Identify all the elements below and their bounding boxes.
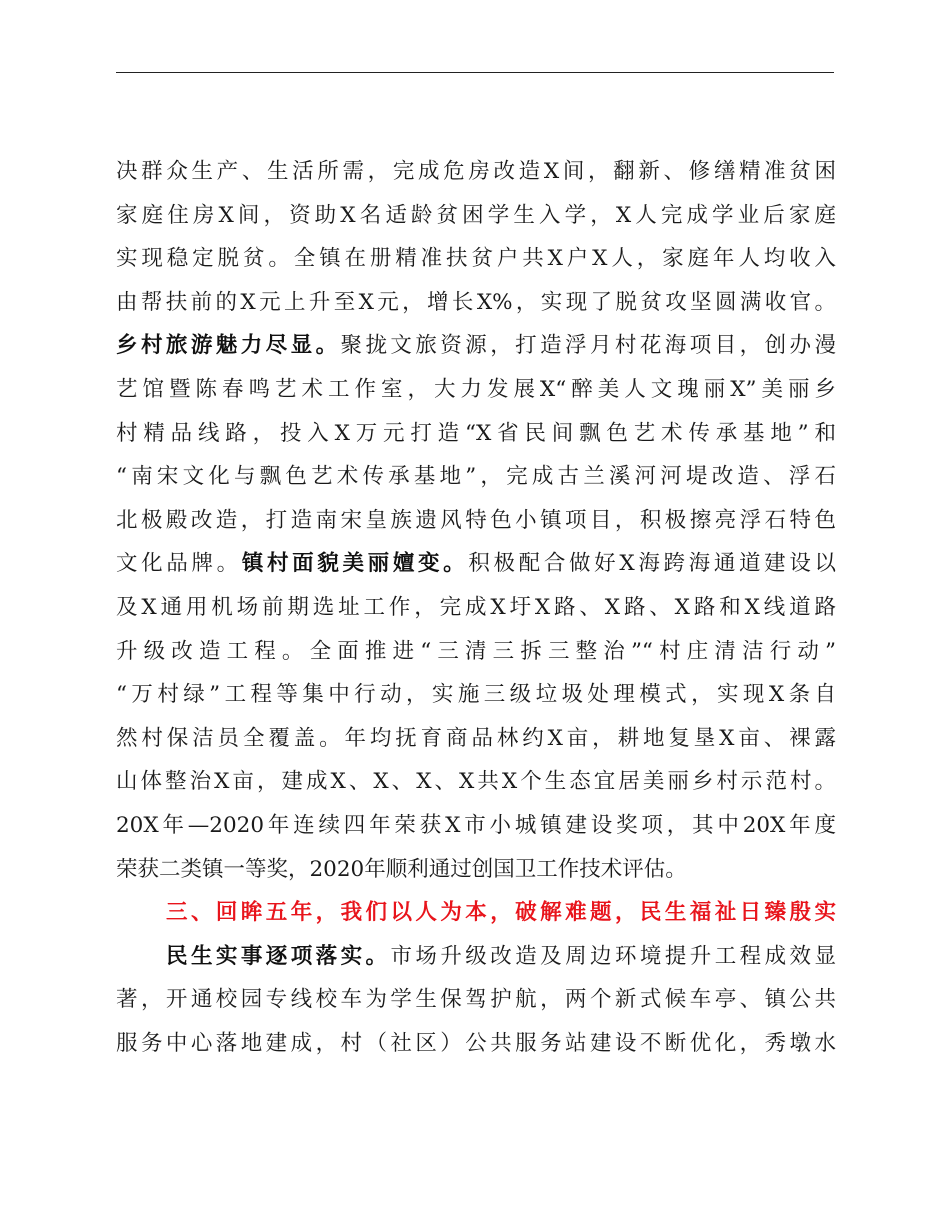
text-line: 服务中心落地建成，村（社区）公共服务站建设不断优化，秀墩水 — [116, 1030, 836, 1056]
text-line — [116, 324, 836, 368]
text-line: 村精品线路，投入X万元打造“X省民间飘色艺术传承基地”和 — [116, 420, 836, 446]
subheading-livelihood: 民生实事逐项落实。 — [166, 943, 391, 969]
text-line: 然村保洁员全覆盖。年均抚育商品林约X亩，耕地复垦X亩、裸露 — [116, 725, 836, 751]
text-line: 由帮扶前的X元上升至X元，增长X%，实现了脱贫攻坚圆满收官。 — [116, 289, 836, 315]
text-line: “南宋文化与飘色艺术传承基地”，完成古兰溪河河堤改造、浮石 — [116, 464, 836, 490]
text-line: 20X年—2020年连续四年荣获X市小城镇建设奖项，其中20X年度 — [116, 812, 836, 838]
text-line: 著，开通校园专线校车为学生保驾护航，两个新式候车亭、镇公共 — [116, 987, 836, 1013]
text-line: 决群众生产、生活所需，完成危房改造X间，翻新、修缮精准贫困 — [116, 159, 836, 184]
text-line — [116, 542, 836, 586]
text-line: 家庭住房X间，资助X名适龄贫困学生入学，X人完成学业后家庭 — [116, 202, 836, 228]
text-line: “万村绿”工程等集中行动，实施三级垃圾处理模式，实现X条自 — [116, 682, 836, 708]
text-line: 山体整治X亩，建成X、X、X、X共X个生态宜居美丽乡村示范村。 — [116, 769, 836, 795]
text-line: 北极殿改造，打造南宋皇族遗风特色小镇项目，积极擦亮浮石特色 — [116, 507, 836, 533]
text-line: 荣获二类镇一等奖，2020年顺利通过创国卫工作技术评估。 — [116, 856, 687, 882]
text-run: 聚拢文旅资源，打造浮月村花海项目，创办漫 — [340, 333, 836, 359]
text-line: 升级改造工程。全面推进“三清三拆三整治”“村庄清洁行动” — [116, 638, 836, 664]
document-body — [116, 150, 836, 1065]
text-run: 文化品牌。 — [116, 551, 242, 577]
text-line: 艺馆暨陈春鸣艺术工作室，大力发展X“醉美人文瑰丽X”美丽乡 — [116, 376, 836, 402]
text-line: 实现稳定脱贫。全镇在册精准扶贫户共X户X人，家庭年人均收入 — [116, 246, 836, 272]
text-run: 积极配合做好X海跨海通道建设以 — [468, 551, 836, 577]
subheading-village-appearance: 镇村面貌美丽嬗变。 — [241, 551, 469, 577]
header-rule — [116, 72, 834, 73]
subheading-rural-tourism: 乡村旅游魅力尽显。 — [116, 333, 341, 359]
text-run: 市场升级改造及周边环境提升工程成效显 — [390, 943, 836, 969]
text-line: 及X通用机场前期选址工作，完成X圩X路、X路、X路和X线道路 — [116, 594, 836, 620]
text-line — [116, 935, 836, 979]
section-heading: 三、回眸五年，我们以人为本，破解难题，民生福祉日臻殷实 — [166, 900, 836, 926]
